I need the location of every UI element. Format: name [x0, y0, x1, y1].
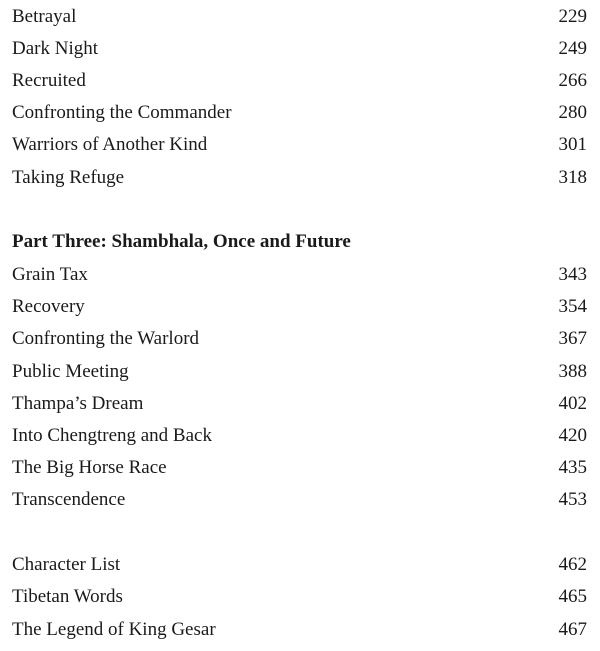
- entry-page-number: 249: [558, 38, 587, 59]
- entry-page-number: 280: [558, 102, 587, 123]
- entry-page-number: 301: [558, 134, 587, 155]
- toc-entry: [12, 583, 587, 611]
- entry-page-number: 435: [558, 457, 587, 478]
- toc-entry: [12, 131, 587, 159]
- toc-entry: [12, 422, 587, 450]
- entry-title: Into Chengtreng and Back: [12, 425, 212, 446]
- toc-entry: [12, 293, 587, 321]
- toc-entry: [12, 616, 587, 644]
- toc-entry: [12, 551, 587, 579]
- entry-page-number: 343: [558, 264, 587, 285]
- toc-entry: [12, 67, 587, 95]
- entry-page-number: 420: [558, 425, 587, 446]
- entry-title: Recruited: [12, 70, 86, 91]
- entry-page-number: 453: [558, 489, 587, 510]
- toc-entry: [12, 325, 587, 353]
- toc-entry: [12, 486, 587, 514]
- entry-page-number: 465: [558, 586, 587, 607]
- entry-title: Transcendence: [12, 489, 126, 510]
- entry-title: Character List: [12, 554, 121, 575]
- entry-title: Dark Night: [12, 38, 99, 59]
- entry-title: Tibetan Words: [12, 586, 123, 607]
- toc-entry: [12, 390, 587, 418]
- entry-page-number: 229: [558, 6, 587, 27]
- toc-entry: [12, 3, 587, 31]
- entry-page-number: 354: [558, 296, 587, 317]
- entry-page-number: 388: [558, 361, 587, 382]
- entry-page-number: 318: [558, 167, 587, 188]
- entry-page-number: 402: [558, 393, 587, 414]
- entry-page-number: 467: [558, 619, 587, 640]
- entry-title: Grain Tax: [12, 264, 88, 285]
- entry-title: Betrayal: [12, 6, 77, 27]
- entry-page-number: 462: [558, 554, 587, 575]
- entry-title: Confronting the Warlord: [12, 328, 200, 349]
- entry-title: The Legend of King Gesar: [12, 619, 216, 640]
- toc-entry: [12, 99, 587, 127]
- toc-entry: [12, 454, 587, 482]
- entry-title: Recovery: [12, 296, 85, 317]
- entry-title: Thampa’s Dream: [12, 393, 144, 414]
- toc-entry: [12, 358, 587, 386]
- entry-title: The Big Horse Race: [12, 457, 167, 478]
- part-heading: Part Three: Shambhala, Once and Future: [12, 231, 351, 252]
- toc-entry: [12, 35, 587, 63]
- entry-page-number: 266: [558, 70, 587, 91]
- entry-title: Warriors of Another Kind: [12, 134, 208, 155]
- entry-page-number: 367: [558, 328, 587, 349]
- toc-entry: [12, 164, 587, 192]
- toc-entry: [12, 261, 587, 289]
- entry-title: Public Meeting: [12, 361, 129, 382]
- entry-title: Confronting the Commander: [12, 102, 232, 123]
- entry-title: Taking Refuge: [12, 167, 125, 188]
